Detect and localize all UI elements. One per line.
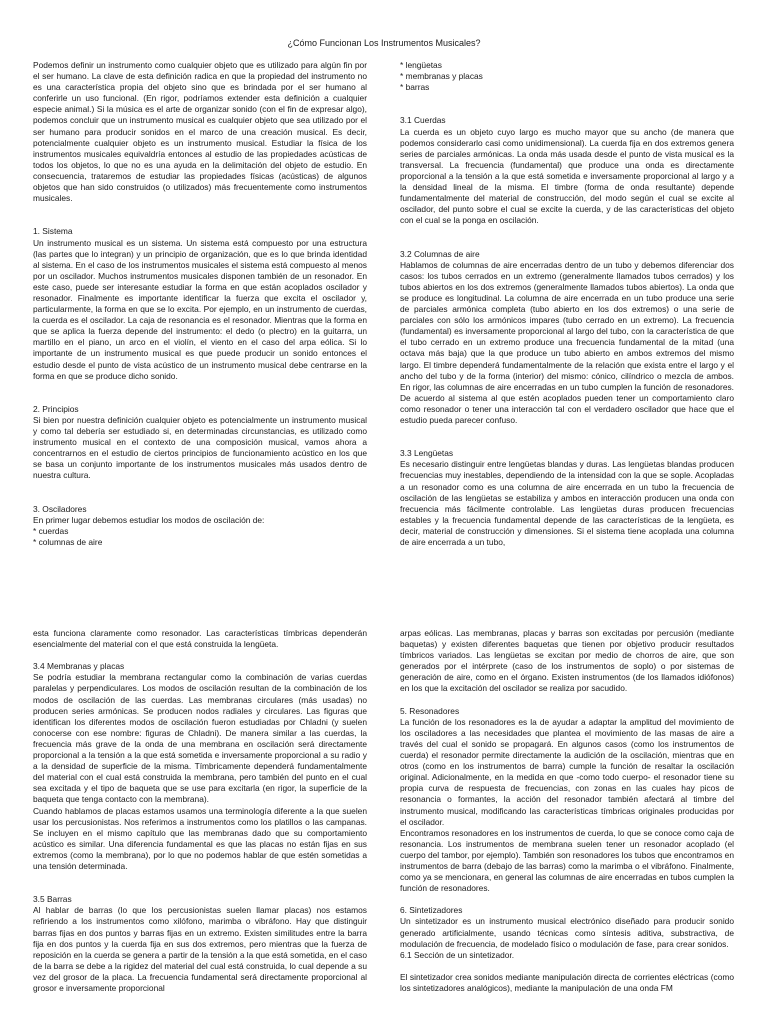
column-bottom-right [400,628,734,1005]
section-body-cuerdas: La cuerda es un objeto cuyo largo es mucho mayor que su ancho (de manera que podemos considerarlo casi como unidimensional). La cuerda fija en dos extremos genera series de parciales armónicas. La onda más usada desde el punto de vista musical es la transversal. La frecuencia (fundamental) que produce una onda es directamente proporcional a la tensión a la que está sometida e inversamente proporcional al largo y a la densidad lineal de la misma. El timbre (forma de onda resultante) depende fundamentalmente del material de construcción, del modo según el cual se excite al oscilador, del punto sobre el cual se excite la cuerda, y de las características del objeto con el cual se la ponga en oscilación. [400,126,734,226]
column-top-right [400,60,734,559]
section-body-membranas: Se podría estudiar la membrana rectangular como la combinación de varias cuerdas paralelas y perpendiculares. Los modos de oscilación resultan de la combinación de los modos de oscilación de las cuerdas. Las membranas circulares (más usadas) no producen series armónicas. Se producen nodos radiales y circulares. Las figuras que identifican los diferentes modos de oscilación fueron estudiadas por Chladni (y suelen conocerse con ese nombre: figuras de Chladni). De manera similar a las cuerdas, la frecuencia más grave de la onda de una membrana en oscilación será directamente proporcional a la tensión a la que está sometida e inversamente proporcional a su radio y a la densidad de superficie de la misma. Tímbricamente dependerá fundamentalmente del material con el cual está construida la membrana, pero también del punto en el cual sea excitada y el tipo de baqueta que se use para excitarla (en rigor, la superficie de la baqueta que tenga contacto con la membrana). [33,672,367,805]
oscillator-list-continued [400,60,734,93]
section-body-seccion-sintetizador: El sintetizador crea sonidos mediante manipulación directa de corrientes eléctricas (como los sintetizadores analógicos), mediante la manipulación de una onda FM [400,971,734,993]
oscillator-list [33,526,367,548]
section-heading-lenguetas: 3.3 Lengüetas [400,448,454,459]
section-heading-cuerdas: 3.1 Cuerdas [400,115,446,126]
section-body-barras: Al hablar de barras (lo que los percusionistas suelen llamar placas) nos estamos refiriendo a los instrumentos como xilófono, marimba o vibráfono. Hay que distinguir barras fijas en dos puntos y barras fijas en un extremo. Existen similitudes entre la barra fija en dos puntos y la cuerda fija en sus dos extremos, pero mientras que la fuerza de reposición en la cuerda se genera a partir de la tensión a la que está sometida, en el caso de la barra se debe a la rigidez del material del cual está construida, lo cual depende a su vez del grosor de la placa. La frecuencia fundamental será directamente proporcional al grosor e inversamente proporcional [33,905,367,993]
section-body-placas: Cuando hablamos de placas estamos usamos una terminología diferente a la que suelen usar los percusionistas. Nos referimos a instrumentos como los platillos o las campanas. Se incluyen en el mismo capítulo que las membranas dado que su comportamiento acústico es similar. Una diferencia fundamental es que las placas no están fijas en sus extremos (como la membrana), por lo que no podemos hablar de que estén sometidas a una tensión determinada. [33,805,367,871]
section-heading-principios: 2. Principios [33,403,79,414]
page-title: ¿Cómo Funcionan Los Instrumentos Musicales? [287,38,481,48]
intro-paragraph: Podemos definir un instrumento como cualquier objeto que es utilizado para algún fin por el ser humano. La clave de esta definición radica en que la propiedad del instrumento no es una característica propia del objeto sino que es brindada por el ser humano al conferirle un uso funcional. (En rigor, podríamos extender esta definición a cualquier especie animal.) Si la música es el arte de organizar sonido (con el fin de expresar algo), podemos concluir que un instrumento musical es cualquier objeto que sea utilizado por el ser humano para producir sonidos en el marco de una creación musical. Es decir, potencialmente cualquier objeto es un instrumento musical. Estudiar la física de los instrumentos musicales equivaldría entonces al estudio de las propiedades acústicas de todos los objetos, lo que no es una ayuda en la delimitación del objeto de estudio. En consecuencia, trataremos de estudiar las propiedades físicas (acústicas) de algunos objetos que han sido construidos (o utilizados) más frecuentemente como instrumentos musicales. [33,60,367,204]
list-item: * lengüetas [400,60,442,70]
list-item: * columnas de aire [33,537,103,548]
section-body-lenguetas: Es necesario distinguir entre lengüetas blandas y duras. Las lengüetas blandas producen frecuencias muy inestables, dependiendo de la intensidad con la que se sople. Acopladas a un resonador como es una columna de aire encerrada en un tubo la frecuencia de oscilación de las lengüetas se estabiliza y ambos en interacción producen una onda con frecuencia más fácilmente controlable. Las lengüetas duras producen frecuencias estables y la frecuencia fundamental depende de las características de la lengüeta, es decir, material de construcción y dimensiones. Si el sistema tiene acoplada una columna de aire encerrada a un tubo, [400,459,734,548]
section-body-principios: Si bien por nuestra definición cualquier objeto es potencialmente un instrumento musical y como tal debería ser estudiado si, en determinadas circunstancias, es utilizado como instrumento musical en el contexto de una composición musical, vamos ahora a concentrarnos en el estudio de ciertos principios de funcionamiento acústico en los que se basa un conjunto importante de los instrumentos musicales más usados dentro de nuestra cultura. [33,415,367,481]
continued-paragraph: arpas eólicas. Las membranas, placas y barras son excitadas por percusión (mediante baquetas) y existen diferentes baquetas que tienen por objetivo producir resultados tímbricos variados. Las lengüetas se excitan por medio de chorros de aire, que son generados por el intérprete (caso de los instrumentos de soplo) o por sistemas de generación de aire, como en el órgano. Existen instrumentos (de los llamados idiófonos) en los que la excitación del oscilador se realiza por sacudido. [400,628,734,694]
list-item: * cuerdas [33,525,69,536]
section-body-sistema: Un instrumento musical es un sistema. Un sistema está compuesto por una estructura (las partes que lo integran) y un principio de organización, que es lo que brinda identidad al sistema. En el caso de los instrumentos musicales el sistema está compuesto al menos por un oscilador. Muchos instrumentos musicales disponen también de un resonador. En este caso, puede ser interesante estudiar la forma en que están acoplados oscilador y resonador. Finalmente es importante identificar la fuerza que excita el oscilador y, particularmente, la forma en que se lo excita. Por ejemplo, en un instrumento de cuerdas, la cuerda es el oscilador. La caja de resonancia es el resonador. Mientras que la forma en que se aplica la fuerza depende del instrumento: el dedo (o plectro) en la guitarra, un martillo en el piano, un arco en el violín, el viento en el caso del arpa eólica. Si lo importante de un instrumento musical es que puede producir un sonido entonces el estudio desde el punto de vista acústico de un instrumento musical debe centrarse en la forma en que se produce dicho sonido. [33,237,367,381]
section-body-sintetizadores: Un sintetizador es un instrumento musical electrónico diseñado para producir sonido generado artificialmente, usando técnicas como síntesis aditiva, substractiva, de modulación de frecuencia, de modelado físico o modulación de fase, para crear sonidos. [400,916,734,949]
section-heading-seccion-sintetizador: 6.1 Sección de un sintetizador. [400,949,515,960]
section-body-resonadores-2: Encontramos resonadores en los instrumentos de cuerda, lo que se conoce como caja de resonancia. Los instrumentos de membrana suelen tener un resonador acoplado (el cuerpo del tambor, por ejemplo). También son resonadores los tubos que encontramos en instrumentos de barra (debajo de las barras) como la marimba o el vibráfono. Finalmente, como ya se mencionara, en general las columnas de aire encerradas en tubos cumplen la función de resonadores. [400,827,734,894]
section-heading-sintetizadores: 6. Sintetizadores [400,905,463,916]
column-top-left [33,60,367,559]
continued-paragraph: esta funciona claramente como resonador. Las características tímbricas dependerán esencialmente del material con el que está construida la lengüeta. [33,628,367,650]
section-heading-columnas-de-aire: 3.2 Columnas de aire [400,248,480,259]
list-item: * barras [400,82,430,93]
section-body-resonadores: La función de los resonadores es la de ayudar a adaptar la amplitud del movimiento de los osciladores a las necesidades que plantea el movimiento de las masas de aire a través del cual el sonido se propagará. En algunos casos (como los instrumentos de cuerda) el resonador permite directamente la audición de la oscilación, mientras que en otros (como en los instrumentos de barra) cumple la función de resaltar la oscilación original. Adicionalmente, en la medida en que -como todo cuerpo- el resonador tiene su propia curva de respuesta de frecuencias, con zonas en las cuales hay picos de resonancia o formantes, la acción del resonador también afectará al timbre del instrumento musical, modificando las características tímbricas originales producidas por el oscilador. [400,716,734,827]
section-heading-resonadores: 5. Resonadores [400,705,460,716]
column-bottom-left [33,628,367,1005]
section-heading-barras: 3.5 Barras [33,894,72,905]
section-heading-membranas-y-placas: 3.4 Membranas y placas [33,661,125,672]
list-item: * membranas y placas [400,71,483,82]
section-body-columnas-de-aire: Hablamos de columnas de aire encerradas dentro de un tubo y debemos diferenciar dos casos: los tubos cerrados en un extremo (generalmente llamados tubos cerrados) y los tubos abiertos en los dos extremos (generalmente llamados tubos abiertos). La onda que se produce es longitudinal. La columna de aire encerrada en un tubo produce una serie de parciales armónica completa (tubo abierto en los dos extremos) o una serie de parciales con sólo los armónicos impares (tubo cerrado en un extremo). La frecuencia (fundamental) es inversamente proporcional al largo del tubo, con la característica de que el tubo cerrado en un extremo produce una frecuencia fundamental de la mitad (una octava más baja) que la que produce un tubo abierto en ambos extremos del mismo largo. El timbre dependerá fundamentalmente de la relación que exista entre el largo y el ancho del tubo y de la forma (interior) del mismo: cónico, cilíndrico o mezcla de ambos. En rigor, las columnas de aire encerradas en un tubo cumplen la función de resonadores. De acuerdo al sistema al que estén acoplados pueden tener un comportamiento claro como resonador o tener una interacción tal con el verdadero oscilador que hace que el estudio pueda parecer confuso. [400,259,734,425]
section-heading-sistema: 1. Sistema [33,226,73,237]
section-body-osciladores: En primer lugar debemos estudiar los modos de oscilación de: [33,514,265,525]
section-heading-osciladores: 3. Osciladores [33,503,87,514]
